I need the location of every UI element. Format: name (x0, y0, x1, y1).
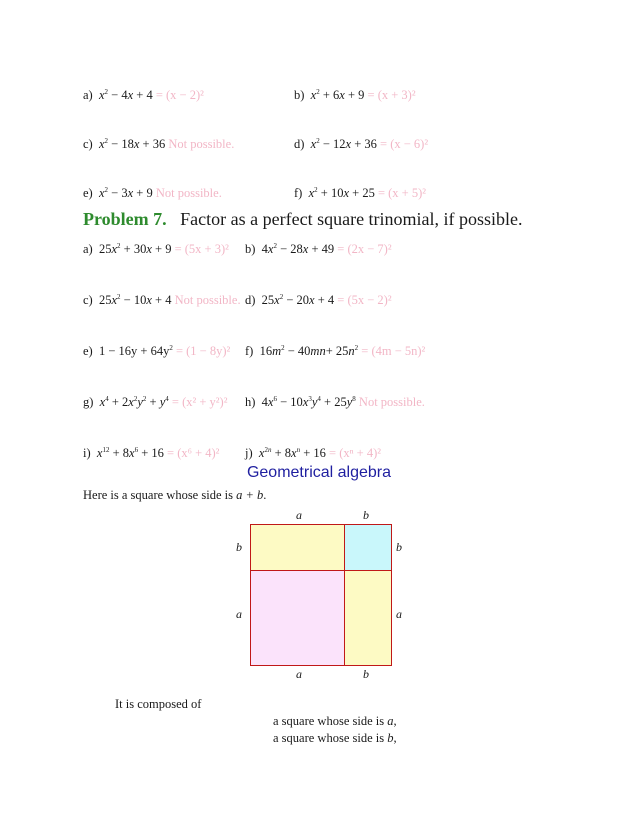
prev-exercise-e: e) $x^2 - 3x + 9$ Not possible. (83, 186, 222, 200)
label-right-a: a (396, 607, 402, 621)
answer: = (4m − 5n)² (361, 344, 426, 358)
exercise-d: d) $25x^2 - 20x + 4 = (5x - 2)^2$ (245, 293, 392, 307)
exercise-b: b) $4x^2 - 28x + 49 = (2x - 7)^2$ (245, 242, 392, 256)
problem-number: Problem 7. (83, 209, 167, 229)
answer: = (x⁶ + 4)² (167, 446, 220, 460)
answer: Not possible. (174, 293, 241, 307)
label-top-a: a (296, 508, 302, 522)
prev-exercise-c: c) $x^2 - 18x + 36$ Not possible. (83, 137, 235, 151)
exercise-g: g) $x^4 + 2x^2y^2 + y^4 = (x^2 + y^2)^2$ (83, 395, 228, 409)
answer: = (x + 5)² (377, 186, 426, 200)
prev-exercise-d: d) $x^2 - 12x + 36 = (x - 6)^2$ (294, 137, 429, 151)
answer: = (1 − 8y)² (175, 344, 231, 358)
answer: = (x − 6)² (380, 137, 429, 151)
composed-item-a: a square whose side is a, (273, 714, 397, 728)
answer: = (2x − 7)² (337, 242, 392, 256)
exercise-e: e) $1 - 16y + 64y^2 = (1 - 8y)^2$ (83, 344, 231, 358)
composed-line: It is composed of (115, 697, 202, 711)
prev-exercise-a: a) $x^2 - 4x + 4 = (x - 2)^2$ (83, 88, 204, 102)
answer: = (xⁿ + 4)² (329, 446, 381, 460)
answer: Not possible. (358, 395, 425, 409)
label-left-a: a (236, 607, 242, 621)
prev-exercise-b: b) $x^2 + 6x + 9 = (x + 3)^2$ (294, 88, 416, 102)
problem-title: Factor as a perfect square trinomial, if possible. (180, 209, 523, 229)
problem-heading (83, 209, 523, 230)
rect-ab-top (251, 525, 345, 571)
label-top-b: b (363, 508, 369, 522)
answer: Not possible. (155, 186, 222, 200)
section-title: Geometrical algebra (246, 464, 392, 481)
answer: = (x² + y²)² (171, 395, 228, 409)
exercise-h: h) $4x^6 - 10x^3y^4 + 25y^8$ Not possible. (245, 395, 425, 409)
answer: = (5x + 3)² (174, 242, 229, 256)
exercise-f: f) $16m^2 - 40mn+ 25n^2 = (4m - 5n)^2$ (245, 344, 426, 358)
rect-ab-right (345, 571, 391, 665)
answer: = (x − 2)² (155, 88, 204, 102)
answer: Not possible. (168, 137, 235, 151)
answer: = (5x − 2)² (337, 293, 392, 307)
exercise-c: c) $25x^2 - 10x + 4$ Not possible. (83, 293, 241, 307)
exercise-i: i) $x^{12} + 8x^6 + 16 = (x^6 + 4)^2$ (83, 446, 220, 460)
exercise-j: j) $x^{2n} + 8x^n + 16 = (x^n + 4)^2$ (245, 446, 381, 460)
label-right-b: b (396, 540, 402, 554)
answer: = (x + 3)² (367, 88, 416, 102)
label-bottom-a: a (296, 667, 302, 681)
intro-text: Here is a square whose side is a + b. (83, 488, 267, 502)
exercise-a: a) $25x^2 + 30x + 9 = (5x + 3)^2$ (83, 242, 229, 256)
prev-exercise-f: f) $x^2 + 10x + 25 = (x + 5)^2$ (294, 186, 426, 200)
label-bottom-b: b (363, 667, 369, 681)
square-diagram (250, 524, 392, 666)
square-b (345, 525, 391, 571)
square-a (251, 571, 345, 665)
label-left-b: b (236, 540, 242, 554)
composed-item-b: a square whose side is b, (273, 731, 397, 745)
